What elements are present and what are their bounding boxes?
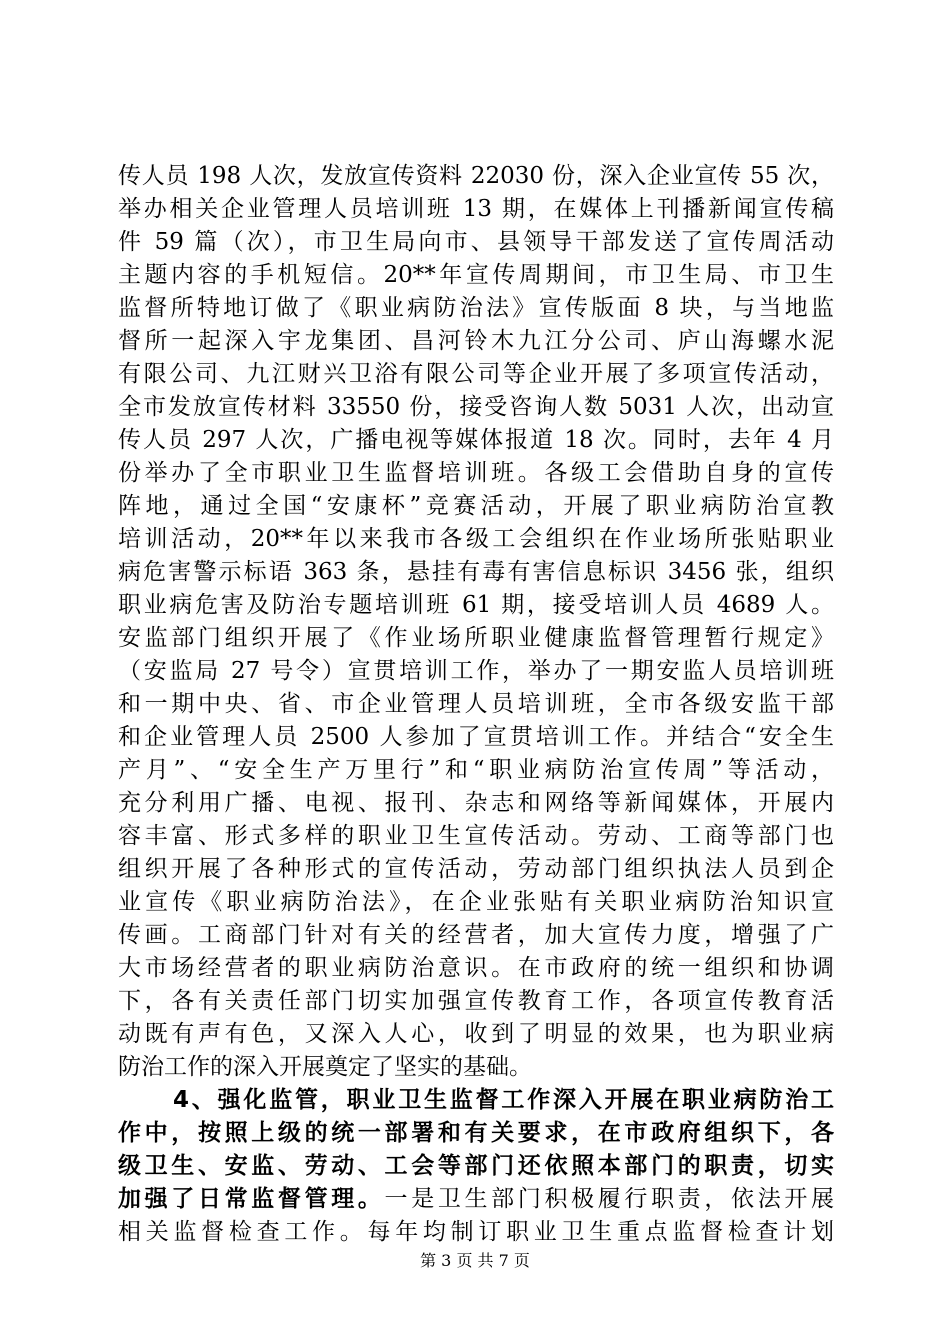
text-line: 下，各有关责任部门切实加强宣传教育工作，各项宣传教育活 — [118, 988, 834, 1014]
text-line: 主题内容的手机短信。20**年宣传周期间，市卫生局、市卫生 — [118, 262, 834, 288]
text-line: 职业病危害及防治专题培训班 61 期，接受培训人员 4689 人。 — [118, 592, 834, 618]
text-line: 传人员 198 人次，发放宣传资料 22030 份，深入企业宣传 55 次， — [118, 163, 834, 189]
text-line: 病危害警示标语 363 条，悬挂有毒有害信息标识 3456 张，组织 — [118, 559, 834, 585]
section-heading-line: 作中，按照上级的统一部署和有关要求，在市政府组织下，各 — [118, 1120, 834, 1146]
text-line: 全市发放宣传材料 33550 份，接受咨询人数 5031 人次，出动宣 — [118, 394, 834, 420]
text-line: 培训活动，20**年以来我市各级工会组织在作业场所张贴职业 — [118, 526, 834, 552]
mixed-text-line — [118, 1183, 834, 1216]
text-segment: 一是卫生部门积极履行职责，依法开展 — [384, 1186, 834, 1212]
text-line: 份举办了全市职业卫生监督培训班。各级工会借助自身的宣传 — [118, 460, 834, 486]
page-number: 第 3 页 共 7 页 — [420, 1251, 530, 1270]
text-line: 举办相关企业管理人员培训班 13 期，在媒体上刊播新闻宣传稿 — [118, 196, 834, 222]
text-line: 安监部门组织开展了《作业场所职业健康监督管理暂行规定》 — [118, 625, 834, 651]
text-line: （安监局 27 号令）宣贯培训工作，举办了一期安监人员培训班 — [118, 658, 834, 684]
text-line: 大市场经营者的职业病防治意识。在市政府的统一组织和协调 — [118, 955, 834, 981]
text-line: 业宣传《职业病防治法》，在企业张贴有关职业病防治知识宣 — [118, 889, 834, 915]
text-line: 传画。工商部门针对有关的经营者，加大宣传力度，增强了广 — [118, 922, 834, 948]
text-line: 阵地，通过全国“安康杯”竞赛活动，开展了职业病防治宣教 — [118, 493, 834, 519]
text-line: 相关监督检查工作。每年均制订职业卫生重点监督检查计划 — [118, 1219, 834, 1245]
text-line: 和一期中央、省、市企业管理人员培训班，全市各级安监干部 — [118, 691, 834, 717]
text-line: 有限公司、九江财兴卫浴有限公司等企业开展了多项宣传活动， — [118, 361, 834, 387]
text-line: 产月”、“安全生产万里行”和“职业病防治宣传周”等活动， — [118, 757, 834, 783]
text-line: 督所一起深入宇龙集团、昌河铃木九江分公司、庐山海螺水泥 — [118, 328, 834, 354]
text-line: 容丰富、形式多样的职业卫生宣传活动。劳动、工商等部门也 — [118, 823, 834, 849]
text-line: 防治工作的深入开展奠定了坚实的基础。 — [118, 1054, 532, 1080]
text-line: 监督所特地订做了《职业病防治法》宣传版面 8 块，与当地监 — [118, 295, 834, 321]
text-line: 动既有声有色，又深入人心，收到了明显的效果，也为职业病 — [118, 1021, 834, 1047]
section-heading-end: 加强了日常监督管理。 — [118, 1186, 385, 1212]
body-text — [118, 160, 834, 1249]
text-line: 传人员 297 人次，广播电视等媒体报道 18 次。同时，去年 4 月 — [118, 427, 834, 453]
section-heading-line: 级卫生、安监、劳动、工会等部门还依照本部门的职责，切实 — [118, 1153, 834, 1179]
text-line: 组织开展了各种形式的宣传活动，劳动部门组织执法人员到企 — [118, 856, 834, 882]
text-line: 件 59 篇（次），市卫生局向市、县领导干部发送了宣传周活动 — [118, 229, 834, 255]
text-line: 充分利用广播、电视、报刊、杂志和网络等新闻媒体，开展内 — [118, 790, 834, 816]
text-line: 和企业管理人员 2500 人参加了宣贯培训工作。并结合“安全生 — [118, 724, 834, 750]
section-heading-line: 4、强化监管，职业卫生监督工作深入开展在职业病防治工 — [173, 1087, 834, 1113]
